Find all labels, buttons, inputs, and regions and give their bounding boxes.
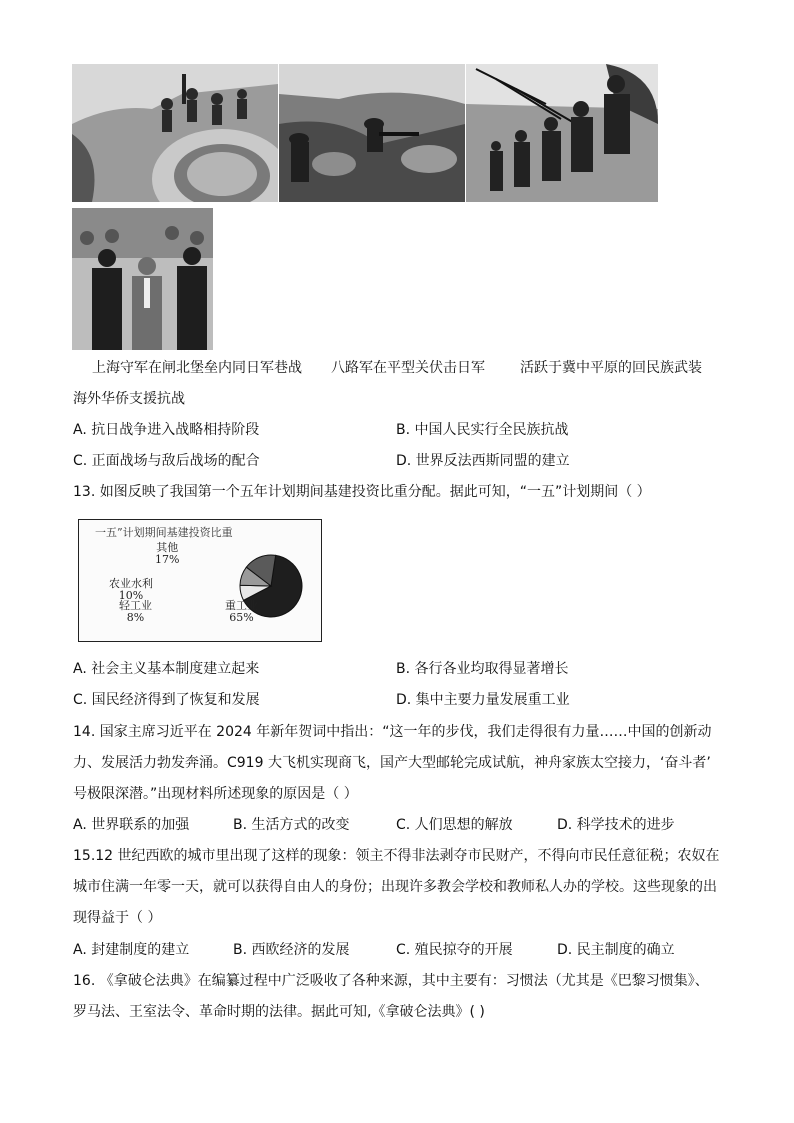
photo-hui-armed-forces [466,64,658,202]
label-other [155,542,179,566]
q13-stem: 13. 如图反映了我国第一个五年计划期间基建投资比重分配。据此可知，“一五”计划期间（ ） [73,484,651,500]
q14-line-3: 号极限深潜。”出现材料所述现象的原因是（ ） [73,786,358,802]
q14-line-2: 力、发展活力勃发奔涌。C919 大飞机实现商飞，国产大型邮轮完成试航，神舟家族太空接力，‘奋斗者’ [73,755,711,771]
label-other-name: 其他 [156,541,179,554]
q15-line-2: 城市住满一年零一天，就可以获得自由人的身份；出现许多教会学校和教师私人办的学校。这些现象的出 [73,879,717,895]
q12-option-a[interactable]: A. 抗日战争进入战略相持阶段 [73,422,260,438]
photo-caption-1: 上海守军在闸北堡垒内同日军巷战 [92,360,302,376]
q15-option-c[interactable]: C. 殖民掠夺的开展 [396,942,513,958]
q15-option-a[interactable]: A. 封建制度的建立 [73,942,190,958]
label-agri-value: 10% [118,589,144,602]
q14-line-1: 14. 国家主席习近平在 2024 年新年贺词中指出：“这一年的步伐，我们走得很有力量……中国的创新动 [73,724,712,740]
q15-line-1: 15.12 世纪西欧的城市里出现了这样的现象：领主不得非法剥夺市民财产，不得向市民任意征税；农奴在 [73,848,720,864]
q14-option-c[interactable]: C. 人们思想的解放 [396,817,513,833]
photo-shanghai-street-battle [72,64,278,202]
q13-option-b[interactable]: B. 各行各业均取得显著增长 [396,661,569,677]
q12-option-d[interactable]: D. 世界反法西斯同盟的建立 [396,453,570,469]
q16-line-2: 罗马法、王室法令、革命时期的法律。据此可知,《拿破仑法典》( ) [73,1004,485,1020]
photo-caption-3: 活跃于冀中平原的回民族武装 [520,360,702,376]
q15-option-d[interactable]: D. 民主制度的确立 [557,942,675,958]
photo-caption-4: 海外华侨支援抗战 [73,391,185,407]
label-heavy [225,600,258,624]
photo-overseas-chinese-support [72,208,213,350]
label-agri-name: 农业水利 [109,577,153,590]
label-heavy-value: 65% [229,611,254,624]
label-light [119,600,152,624]
q14-option-d[interactable]: D. 科学技术的进步 [557,817,675,833]
photo-pingxingguan-ambush [279,64,465,202]
investment-pie-chart [78,519,322,642]
label-other-value: 17% [155,553,180,566]
q16-line-1: 16. 《拿破仑法典》在编纂过程中广泛吸收了各种来源，其中主要有：习惯法（尤其是《巴黎习惯集》、 [73,973,709,989]
q13-option-c[interactable]: C. 国民经济得到了恢复和发展 [73,692,260,708]
photo-caption-2: 八路军在平型关伏击日军 [331,360,485,376]
q15-line-3: 现得益于（ ） [73,910,162,926]
q13-option-d[interactable]: D. 集中主要力量发展重工业 [396,692,570,708]
q15-option-b[interactable]: B. 西欧经济的发展 [233,942,350,958]
q13-option-a[interactable]: A. 社会主义基本制度建立起来 [73,661,260,677]
q12-option-b[interactable]: B. 中国人民实行全民族抗战 [396,422,569,438]
label-light-value: 8% [126,611,145,624]
label-light-name: 轻工业 [119,599,152,612]
chart-title: 一五”计划期间基建投资比重 [95,526,233,539]
q14-option-a[interactable]: A. 世界联系的加强 [73,817,190,833]
q12-option-c[interactable]: C. 正面战场与敌后战场的配合 [73,453,260,469]
label-heavy-name: 重工业 [225,599,258,612]
q14-option-b[interactable]: B. 生活方式的改变 [233,817,350,833]
